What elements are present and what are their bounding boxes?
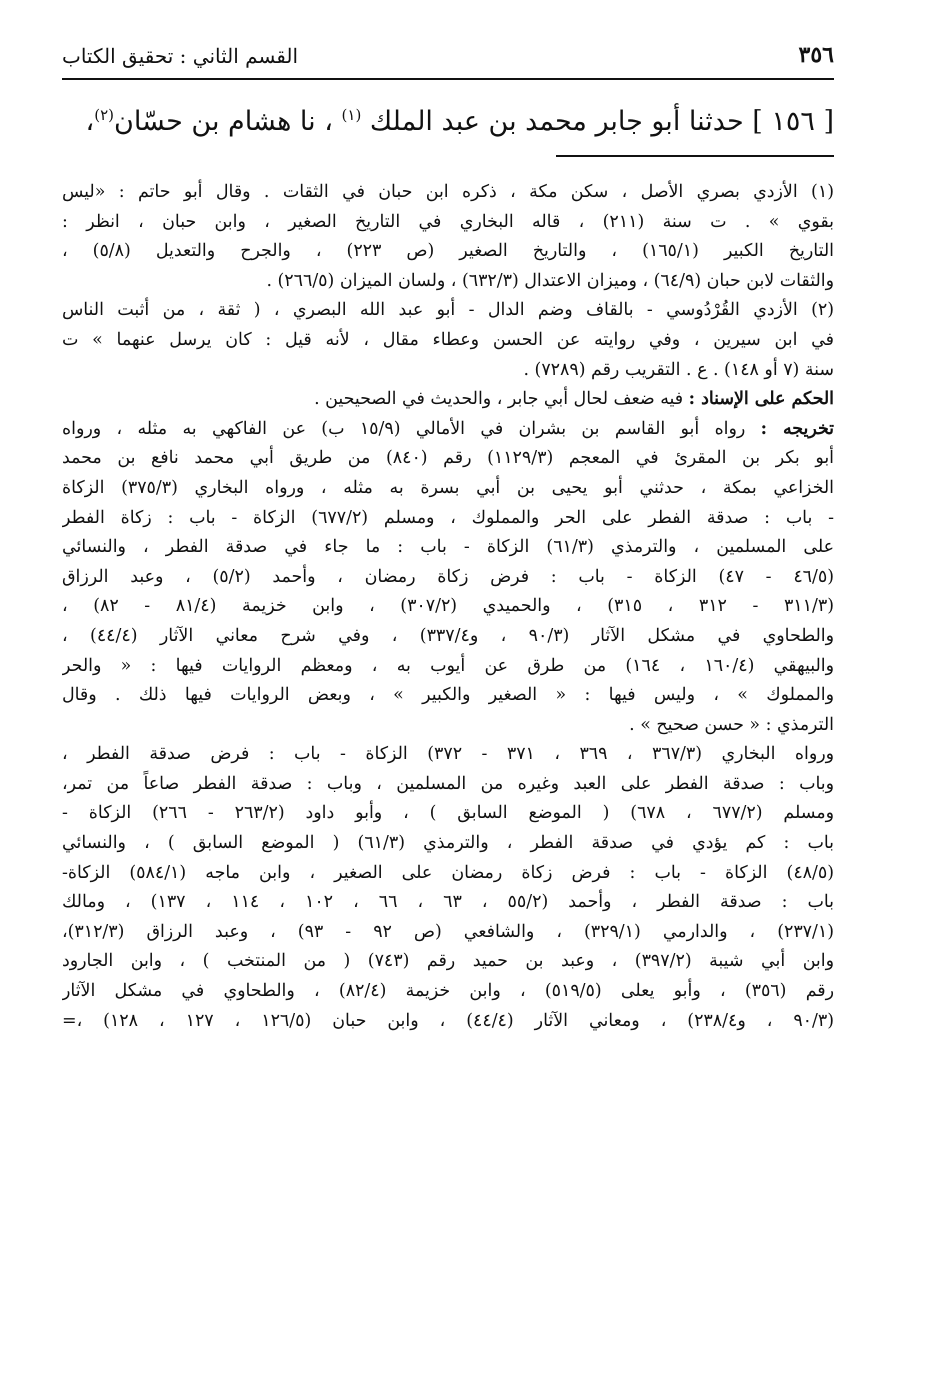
paragraph-line: ورواه البخاري (٣٦٧/٣ ، ٣٦٩ ، ٣٧١ - ٣٧٢) الزكاة - باب : فرض صدقة الفطر ، bbox=[62, 744, 834, 765]
footnote-line: سنة (٧ أو ١٤٨) . ع . التقريب رقم (٧٢٨٩) . bbox=[523, 359, 834, 380]
takhrij-section bbox=[62, 415, 834, 741]
ruling-text: فيه ضعف لحال أبي جابر ، والحديث في الصحيحين . bbox=[314, 389, 689, 410]
footnote-ref-2: (٢) bbox=[94, 106, 114, 124]
paragraph-line: باب : كم يؤدي في صدقة الفطر ، والترمذي (٦١/٣) ( الموضع السابق ) ، والنسائي bbox=[62, 833, 834, 854]
footnote-ref-1: (١) bbox=[341, 106, 362, 124]
hadith-chain-continued: ، نا هشام بن حسّان bbox=[113, 106, 333, 137]
footnote-line: التاريخ الكبير (١٦٥/١) ، والتاريخ الصغير (ص ٢٢٣) ، والجرح والتعديل (٥/٨) ، bbox=[62, 241, 834, 262]
paragraph-line: (٢٣٧/١) ، والدارمي (٣٢٩/١) ، والشافعي (ص ٩٢ - ٩٣) ، وعبد الرزاق (٣١٢/٣)، bbox=[62, 921, 834, 942]
paragraph-line: ومسلم (٦٧٧/٢ ، ٦٧٨) ( الموضع السابق ) ، وأبو داود (٢٦٣/٢ - ٢٦٦) الزكاة - bbox=[62, 803, 834, 824]
paragraph-2 bbox=[62, 740, 834, 1036]
page-header bbox=[62, 42, 834, 76]
takhrij-first-text: رواه أبو القاسم بن بشران في الأمالي (١٥/٩ ب) عن الفاكهي به مثله ، ورواه bbox=[62, 418, 761, 439]
takhrij-line: الترمذي : « حسن صحيح » . bbox=[629, 714, 834, 735]
footnote-line: والثقات لابن حبان (٦٤/٩) ، وميزان الاعتدال (٦٣٢/٣) ، ولسان الميزان (٢٦٦/٥) . bbox=[266, 270, 834, 291]
takhrij-line: على المسلمين ، والترمذي (٦١/٣) الزكاة - باب : ما جاء في صدقة الفطر ، والنسائي bbox=[62, 537, 834, 558]
takhrij-line: (٣١١/٣ - ٣١٢ ، ٣١٥) ، والحميدي (٣٠٧/٢) ، وابن خزيمة (٨١/٤ - ٨٢) ، bbox=[62, 596, 834, 617]
footnote-1 bbox=[62, 178, 834, 296]
footnote-line: بقوي » . ت سنة (٢١١) ، قاله البخاري في التاريخ الصغير ، وابن حبان ، انظر : bbox=[62, 211, 834, 232]
hadith-text bbox=[62, 92, 834, 145]
takhrij-label: تخريجه : bbox=[760, 418, 834, 439]
paragraph-line: باب : صدقة الفطر ، وأحمد (٥٥/٢ ، ٦٣ ، ٦٦ ، ١٠٢ ، ١١٤ ، ١٣٧) ، ومالك bbox=[62, 892, 834, 913]
footnote-line: في ابن سيرين ، وفي روايته عن الحسن وعطاء مقال ، لأنه قيل : كان يرسل عنهما » ت bbox=[62, 329, 834, 350]
takhrij-line: والطحاوي في مشكل الآثار (٩٠/٣ ، و٣٣٧/٤) ، وفي شرح معاني الآثار (٤٤/٤) ، bbox=[62, 625, 834, 646]
takhrij-line: أبو بكر بن المقرئ في المعجم (١١٢٩/٣) رقم (٨٤٠) من طريق أبي محمد نافع بن محمد bbox=[62, 448, 834, 469]
takhrij-line: - باب : صدقة الفطر على الحر والمملوك ، ومسلم (٦٧٧/٢) الزكاة - باب : زكاة الفطر bbox=[62, 507, 834, 528]
footnote-2 bbox=[62, 296, 834, 385]
takhrij-line: والبيهقي (١٦٠/٤ ، ١٦٤) من طرق عن أيوب به ، ومعظم الروايات فيها : « والحر bbox=[62, 655, 834, 676]
ruling-label: الحكم على الإسناد : bbox=[688, 389, 834, 410]
header-rule bbox=[62, 78, 834, 80]
takhrij-line: الخزاعي بمكة ، حدثني أبو يحيى بن أبي بسرة به مثله ، ورواه البخاري (٣٧٥/٣) الزكاة bbox=[62, 477, 834, 498]
paragraph-line: وباب : صدقة الفطر على العبد وغيره من المسلمين ، وباب : صدقة الفطر صاعاً من تمر، bbox=[62, 773, 834, 794]
takhrij-line: (٤٦/٥ - ٤٧) الزكاة - باب : فرض زكاة رمضان ، وأحمد (٥/٢) ، وعبد الرزاق bbox=[62, 566, 834, 587]
takhrij-line: والمملوك » ، وليس فيها : « الصغير والكبير » ، وبعض الروايات فيها ذلك . وقال bbox=[62, 685, 834, 706]
page-number: ٣٥٦ bbox=[798, 42, 834, 68]
takhrij-first-line bbox=[62, 415, 834, 445]
hadith-comma: ، bbox=[85, 106, 95, 137]
footnote-separator bbox=[556, 155, 834, 157]
paragraph-line: (٩٠/٣ ، و٢٣٨/٤) ، ومعاني الآثار (٤٤/٤) ، وابن حبان (١٢٦/٥ ، ١٢٧ ، ١٢٨) ،= bbox=[62, 1010, 834, 1031]
footnote-line: (١) الأزدي بصري الأصل ، سكن مكة ، ذكره ابن حبان في الثقات . وقال أبو حاتم : «ليس bbox=[62, 182, 834, 202]
footnote-line: (٢) الأزدي القُرْدُوسي - بالقاف وضم الدال - أبو عبد الله البصري ، ( ثقة ، من أثبت الناس bbox=[62, 300, 834, 321]
paragraph-line: وابن أبي شيبة (٣٩٧/٢) ، وعبد بن حميد رقم (٧٤٣) ( من المنتخب ) ، وابن الجارود bbox=[62, 951, 834, 972]
running-head: القسم الثاني : تحقيق الكتاب bbox=[62, 44, 299, 68]
footnotes-body bbox=[62, 178, 834, 1036]
paragraph-line: رقم (٣٥٦) ، وأبو يعلى (٥١٩/٥) ، وابن خزيمة (٨٢/٤) ، والطحاوي في مشكل الآثار bbox=[62, 981, 834, 1002]
ruling-line bbox=[62, 385, 834, 415]
hadith-chain: [ ١٥٦ ] حدثنا أبو جابر محمد بن عبد الملك bbox=[369, 106, 834, 137]
paragraph-line: (٤٨/٥) الزكاة - باب : فرض زكاة رمضان على الصغير ، وابن ماجه (٥٨٤/١) الزكاة- bbox=[62, 862, 834, 883]
